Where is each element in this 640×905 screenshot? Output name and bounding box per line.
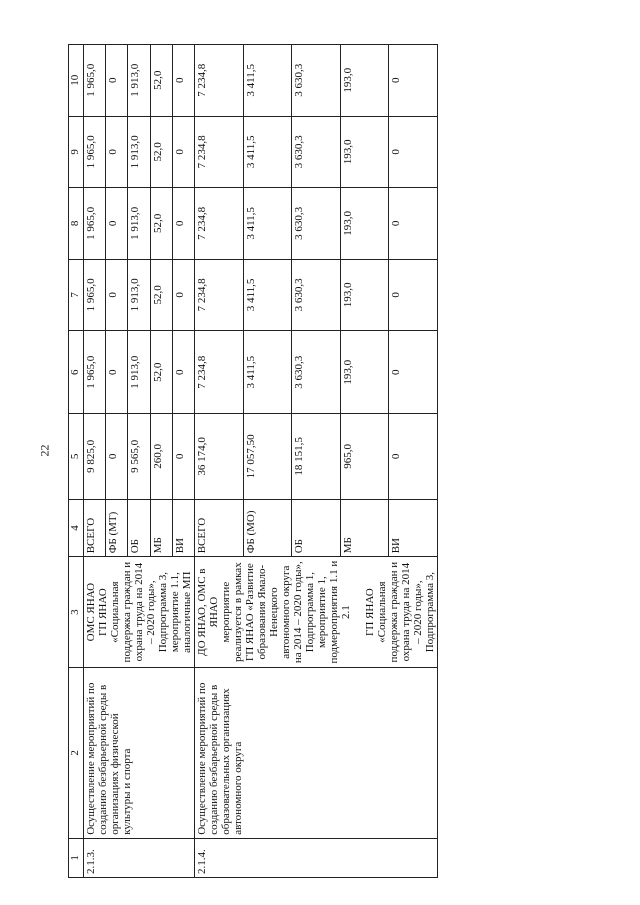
amount-cell: 3 411,5 — [243, 259, 292, 331]
amount-cell: 52,0 — [150, 331, 172, 414]
amount-cell: 3 630,3 — [292, 188, 341, 260]
table-row — [84, 45, 106, 878]
amount-cell: 18 151,5 — [292, 414, 341, 499]
amount-cell: 3 411,5 — [243, 45, 292, 117]
amount-cell: 1 965,0 — [84, 188, 106, 260]
amount-cell: 52,0 — [150, 188, 172, 260]
amount-cell: 0 — [172, 45, 194, 117]
amount-cell: 0 — [172, 414, 194, 499]
amount-cell: 7 234,8 — [195, 116, 244, 188]
amount-cell: 0 — [172, 188, 194, 260]
amount-cell: 3 411,5 — [243, 188, 292, 260]
amount-cell: 0 — [172, 331, 194, 414]
funding-source: ВИ — [172, 499, 194, 557]
funding-source: ФБ (МО) — [243, 499, 292, 557]
funding-source: ФБ (МТ) — [106, 499, 128, 557]
amount-cell: 0 — [389, 259, 438, 331]
amount-cell: 260,0 — [150, 414, 172, 499]
amount-cell: 36 174,0 — [195, 414, 244, 499]
amount-cell: 9 825,0 — [84, 414, 106, 499]
col-header: 1 — [69, 838, 84, 877]
col-header: 10 — [69, 45, 84, 117]
amount-cell: 7 234,8 — [195, 45, 244, 117]
amount-cell: 52,0 — [150, 259, 172, 331]
amount-cell: 0 — [106, 414, 128, 499]
amount-cell: 3 630,3 — [292, 259, 341, 331]
section-number: 2.1.3. — [84, 838, 195, 877]
budget-table — [68, 44, 438, 878]
amount-cell: 52,0 — [150, 116, 172, 188]
amount-cell: 193,0 — [340, 188, 389, 260]
page-number: 22 — [37, 444, 52, 457]
amount-cell: 0 — [106, 116, 128, 188]
amount-cell: 9 565,0 — [128, 414, 150, 499]
section-number: 2.1.4. — [195, 838, 438, 877]
amount-cell: 3 411,5 — [243, 331, 292, 414]
amount-cell: 0 — [106, 331, 128, 414]
amount-cell: 0 — [172, 116, 194, 188]
amount-cell: 193,0 — [340, 331, 389, 414]
funding-source: МБ — [340, 499, 389, 557]
amount-cell: 1 913,0 — [128, 45, 150, 117]
amount-cell: 17 057,50 — [243, 414, 292, 499]
table-row — [195, 45, 244, 878]
col-header: 8 — [69, 188, 84, 260]
amount-cell: 193,0 — [340, 259, 389, 331]
amount-cell: 0 — [389, 331, 438, 414]
amount-cell: 0 — [389, 188, 438, 260]
col-header: 9 — [69, 116, 84, 188]
col-header: 2 — [69, 668, 84, 839]
amount-cell: 3 411,5 — [243, 116, 292, 188]
section-description: Осуществление мероприятий по созданию безбарьерной среды в образовательных организациях автономного округа — [195, 668, 438, 839]
amount-cell: 52,0 — [150, 45, 172, 117]
section-description: Осуществление мероприятий по созданию безбарьерной среды в организациях физической культуры и спорта — [84, 668, 195, 839]
funding-source: ОБ — [292, 499, 341, 557]
section-executor: ДО ЯНАО, ОМС в ЯНАО мероприятие реализуется в рамках ГП ЯНАО «Развитие образования Ямало-Ненецкого автономного округа на 2014 – 2020 годы», Подпрограмма 1, мероприятие 1, подмероприятия 1.1 и 2.1 ГП ЯНАО «Социальная поддержка граждан и охрана труда на 2014 – 2020 годы», Подпрограмма 3, — [195, 557, 438, 668]
amount-cell: 193,0 — [340, 116, 389, 188]
amount-cell: 0 — [172, 259, 194, 331]
amount-cell: 0 — [106, 188, 128, 260]
amount-cell: 1 965,0 — [84, 45, 106, 117]
amount-cell: 3 630,3 — [292, 331, 341, 414]
funding-source: ВСЕГО — [195, 499, 244, 557]
amount-cell: 193,0 — [340, 45, 389, 117]
amount-cell: 1 913,0 — [128, 259, 150, 331]
section-executor: ОМС ЯНАО ГП ЯНАО «Социальная поддержка граждан и охрана труда на 2014 – 2020 годы», Подпрограмма 3, мероприятие 1.1, аналогичные МП — [84, 557, 195, 668]
amount-cell: 1 965,0 — [84, 116, 106, 188]
amount-cell: 0 — [106, 259, 128, 331]
col-header: 6 — [69, 331, 84, 414]
funding-source: ВСЕГО — [84, 499, 106, 557]
amount-cell: 965,0 — [340, 414, 389, 499]
column-number-row — [69, 45, 84, 878]
amount-cell: 7 234,8 — [195, 188, 244, 260]
col-header: 7 — [69, 259, 84, 331]
amount-cell: 7 234,8 — [195, 259, 244, 331]
amount-cell: 0 — [389, 414, 438, 499]
amount-cell: 3 630,3 — [292, 45, 341, 117]
amount-cell: 1 913,0 — [128, 331, 150, 414]
funding-source: ВИ — [389, 499, 438, 557]
funding-source: МБ — [150, 499, 172, 557]
funding-source: ОБ — [128, 499, 150, 557]
amount-cell: 3 630,3 — [292, 116, 341, 188]
amount-cell: 1 965,0 — [84, 259, 106, 331]
amount-cell: 7 234,8 — [195, 331, 244, 414]
col-header: 4 — [69, 499, 84, 557]
amount-cell: 1 965,0 — [84, 331, 106, 414]
amount-cell: 1 913,0 — [128, 116, 150, 188]
rotated-page — [68, 44, 620, 878]
amount-cell: 0 — [389, 116, 438, 188]
amount-cell: 0 — [389, 45, 438, 117]
col-header: 3 — [69, 557, 84, 668]
col-header: 5 — [69, 414, 84, 499]
amount-cell: 1 913,0 — [128, 188, 150, 260]
amount-cell: 0 — [106, 45, 128, 117]
